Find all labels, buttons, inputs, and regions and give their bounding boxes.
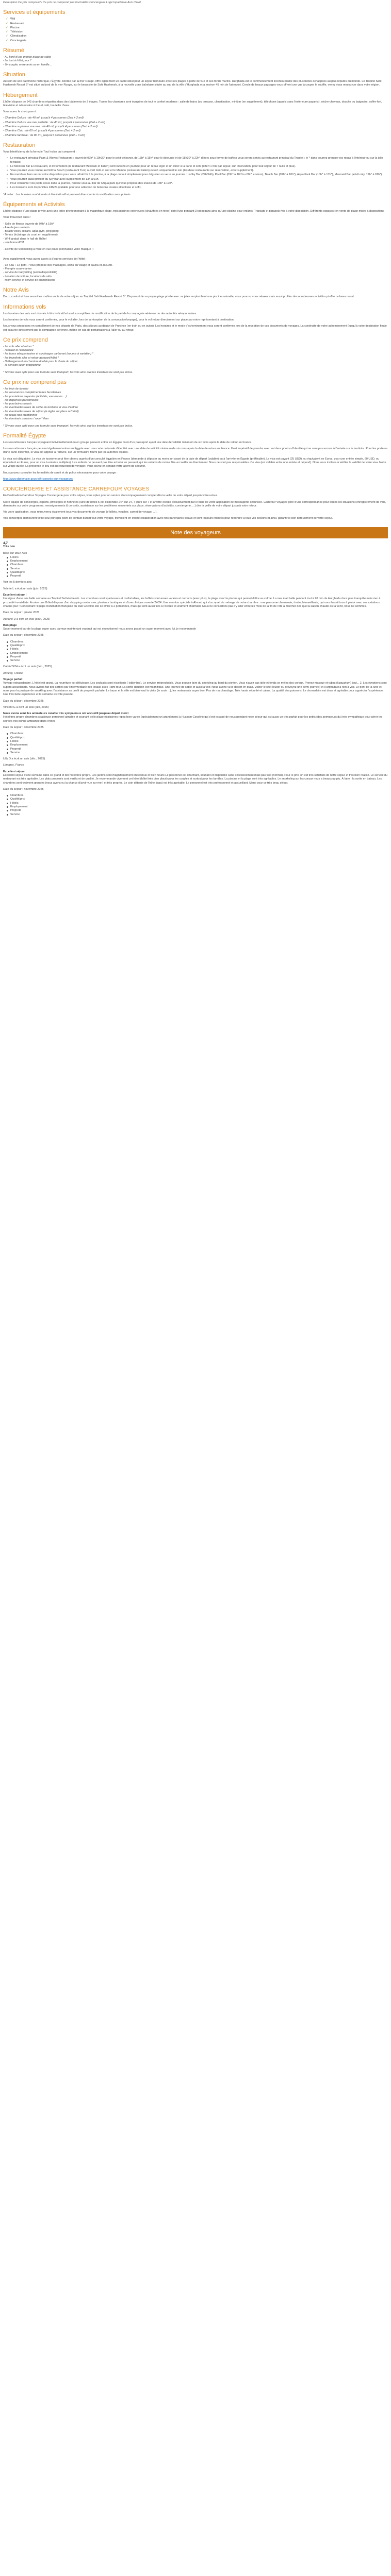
pascomprend-item: - les éventuels services / room* flam xyxy=(3,417,49,421)
formalite-link[interactable]: http://www.diplomatie.gouv.fr/fr/conseils-aux-voyageurs/ xyxy=(3,477,73,481)
review-author: Cathie7474 a écrit un avis (déc., 2025) xyxy=(3,665,52,669)
equipement-item: - Wi-fi gratuit dans le hall de l'hôtel xyxy=(3,237,46,241)
review-title: Bon plage xyxy=(3,623,17,627)
comprend-title: Ce prix comprend xyxy=(3,336,48,343)
rating-types xyxy=(3,556,388,579)
review-tag: Propreté xyxy=(10,748,388,751)
review xyxy=(3,757,388,817)
review-author: Lilly D a écrit un avis (déc., 2025) xyxy=(3,757,45,761)
room-item: - Chambre Deluxe : de 40 m², jusqu'à 4 personnes (2ad + 2 enf) xyxy=(3,116,84,120)
avis-text: Doux, confort et luxe seront les maîtres mots de votre séjour au Tropitel Sahl Hasheesh Resort 5*. Disposant de sa propre plage privée avec sa jetée surplombant une piscine naturelle, vous pourrez vous relaxez mais aussi profiter des nombreuses activités qu'offre ce beau resort. xyxy=(3,295,355,299)
equipement-extra: - activité de Snorkelling à mise en vue place (connaisse votre masque !) xyxy=(3,248,94,251)
payant-item: - Le Spa + Le petit + vous propose des massages, soins du visage et sauna et Jacuzzi. xyxy=(3,263,113,267)
hebergement-sub: Vous aurez le choix parmi : xyxy=(3,110,38,114)
service-item: ✓ Piscine xyxy=(10,26,388,30)
review-tag: Qualité/prix xyxy=(10,644,388,648)
situation-text: Au sein de son patrimoine historique, l'Égypte, bordée par la mer Rouge, offre également un cadre idéal pour un séjour balnéaire avec ses plages à perte de vue et ses fonds marins. Hurghada est le commencement incontournable des plus belles échappées au plus réputés du monde. Le Tropitel Sahl Hasheesh Resort 5* est situé au bord de la mer Rouge, sur le beau site de Sahl Hasheesh, à la nouvelle zone balnéaire située au sud de la ville d'Hurghada et à environ 45 min de l'aéroport. Cercle de beaux paysages vous offrent une vue à couper le souffle, venez vous ressourcer dans votre région. xyxy=(3,79,382,87)
comprend-item: - les transferts aller et retour aéroport/hôtel * xyxy=(3,356,59,360)
conciergerie-title: CONCIERGERIE ET ASSISTANCE CARREFOUR VOYAGES xyxy=(3,486,150,493)
equipement-item: - Salle de fitness ouverte de 07h* à 19h* xyxy=(3,222,54,226)
equipement-item: - Beach volley, billiard, aqua gym, ping pong xyxy=(3,230,59,233)
restauration-note: *À noter : Les horaires sont donnés à titre indicatif et peuvent être soumis à modification sans préavis. xyxy=(3,193,132,196)
service-item: ✓ Télévision xyxy=(10,30,388,34)
payant-item: - room service et service de blanchisserie xyxy=(3,279,56,282)
notes-bar: Note des voyageurs xyxy=(3,527,388,538)
breadcrumb[interactable]: Description Ce prix comprend / Ce prix ne comprend pas Formalités Conciergerie Logé Inpadrhaie Avis Client xyxy=(3,1,141,4)
rating-type: Qualité/prix xyxy=(10,571,388,574)
pascomprend-item: - les assurances complémentaires facultatives xyxy=(3,391,61,395)
review xyxy=(3,587,388,615)
review-tag: Hôtels xyxy=(10,740,388,743)
conciergerie-p1: En Destination Carrefour Voyages Conciergerie pour votre séjour, vous optez pour un service d'accompagnement complet dès la veille de votre départ jusqu'à votre retour. xyxy=(3,494,218,498)
equipements-title: Équipements et Activités xyxy=(3,201,65,208)
service-item: ✓ Restaurant xyxy=(10,22,388,26)
payant-item: - Location de voiture, locations de vélo xyxy=(3,275,52,278)
review-date: Date du séjour : janvier 2026 xyxy=(3,611,40,615)
hebergement-title: Hébergement xyxy=(3,92,38,98)
review-tag: Propreté xyxy=(10,809,388,812)
services-list xyxy=(3,18,388,43)
payant-item: - Plongée sous-marine xyxy=(3,267,32,271)
pascomprend-item: - les prestations payantes (activités, excursions ...) xyxy=(3,395,67,398)
infos-p3: Nous vous proposons en complément de nos départs de Paris, des séjours au départ de Province (en train ou en avion). Les horaires et le mode d'acheminement vous seront confirmés lors de la réception de vos documents de voyages. La continuité de votre acheminement (jusqu'à votre destination finale est assurée directement par la compagnie aérienne, même en cas de perturbations à l'aller ou au retour. xyxy=(3,325,387,332)
review-tag: Chambres xyxy=(10,732,388,736)
review-date: Date du séjour : décembre 2025 xyxy=(3,726,44,730)
conciergerie-p2: Notre équipe de concierges, experts, privilégiés et honnêtes (lune de notes 5 est disponible 24h sur 24, 7 jours sur 7 et à votre écoute exclusivement par le biais de votre application de messagerie sécurisée. Carrefour Voyages gère d'une correspondance pour toutes les situations (enrégistrement de vols, demandes sur votre programme, renseignements & conseils, assistance sur les problèmes rencontrés sur place, réservations d'activités, conciergerie, ...) dès la veille de votre départ jusqu'à votre retour. xyxy=(3,500,386,507)
infos-p2: Les horaires de vols vous seront confirmés, pour le vol aller, lors de la réception de la convocation/voyage), pour le vol retour directement sur place par notre représentant à destination. xyxy=(3,318,235,321)
resume-line: - Le tout à hôtel pour l' xyxy=(3,59,31,63)
restauration-item: • Vous pourrez aussi profiter du Sky Bar avec supplément de 13h à 01h. xyxy=(10,178,388,181)
review xyxy=(3,706,388,755)
conciergerie-p4: Vos concierges demeurent votre seul principal point de contact durant tout votre voyage, travaillent en étroite collaboration avec nos partenaires locaux et sont toujours intérées pour répondre à tous vos besoins et ainsi, garantir le bon déroulement de votre séjour. xyxy=(3,517,333,520)
restauration-list xyxy=(3,157,388,190)
review-tags xyxy=(3,640,388,663)
review-text: Un séjour d'une très belle semaine au Tropitel Sal Hasheesh. Les chambres sont spacieuses et confortables, les buffets sont assez variées et corrects (avec plus), la plage avec la piscine qui permet d'être au calme. La mer était belle pendant tout à 20 min de Hurghada donc plus tranquille mais rien à proximité immédiate. A noter que l'hôtel dispose d'un shopping center avec plusieurs boutiques et d'une clinique ouverte 24/24. Une mention spéciale à Ahmed qui s'occupait du ménage de notre chambre : une personne charmante, droite, bienveillante, qui nous faisait tous à plaisir avec ses créations chaque jour ! Concernant l'équipe d'animation française du club Cocolito elle se limite à 2 personnes, mais qui sont aussi très à l'écoute et vraiment charmant. Nous ne conseillons pas d'y aller entre les mois de la fin de l'été à marcher dès que la saison chaude est à venir, nous ne sommes. xyxy=(3,597,381,608)
situation-title: Situation xyxy=(3,71,25,78)
review-tag: Hôtels xyxy=(10,648,388,651)
comprend-item: - l'accueil et l'assistance xyxy=(3,349,34,352)
review-tag: Qualité/prix xyxy=(10,798,388,801)
formalite-p2: Les ressortissants français peuvent également entrer en Égypte avec une carte nationale d'identité avec une date de validité minimum de six mois après la date de retour en France. Il est impératif de prendre avec soi deux photos d'identité qui ne sera pas encore à l'arrivée sur le territoire. Pour les porteurs d'une carte d'identité, le visa est apposé à l'arrivée, sur un formulaire fourni par les autorités locales. xyxy=(3,447,388,454)
pascomprend-item: - les repas non mentionnés xyxy=(3,414,38,417)
restauration-item: • Le restaurant principal Palm & Waves Restaurant : ouvert de 07h* à 10h30* pour le petit-déjeuner, de 13h* à 15h* pour le déjeuner et de 18h30* à 22h* dîners sous forme de buffets vous seront servis au restaurant principal du Tropitel ; le * dans pourrez prendre vos repas à l'intérieur ou sur la jolie terrasse. xyxy=(10,157,388,164)
review-tag: Service xyxy=(10,659,388,663)
review-tag: Employement xyxy=(10,652,388,655)
review-title: Excellent séjour ! xyxy=(3,594,27,597)
review-title: Nous avons aimé les animateurs caraïbe très sympa nous ont accueilli jusqu'au départ merci xyxy=(3,712,129,716)
pascomprend-item: - les frais de dossier xyxy=(3,387,29,391)
rating-type: Service xyxy=(10,567,388,571)
formalite-p3: Le visa est obligatoire. Le visa de tourisme peut être obtenu auprès d'un consulat égyptien en France (demande à déposer au moins un avant de la date de départ (valable) ou à l'arrivée en Égypte (préférable). Le visa est payant (25 USD), ou équivalent en Euros, pour une entrée simple, 60 USD, ou équivalent en Euros, pour un visa à entrées multiples). Les enfants ne peuvent pas être acheter en passant, qui les enfants de moins être accueillis en directement. Nous ne sont pas responsables. Ce visa (est valable entre une entrée et dépend). Nous vous invitons à vérifier la validité de votre visa. Notre sur vi/age quelle. La présence le lieu est du requérant de voyager. Vous devez en contact votre agent de sécurité. xyxy=(3,457,386,468)
formalite-p1: Les ressortissants français voyageant individuellement ou en groupe peuvent entrer en Égypte muni d'un passeport ayant une date de validité minimum de six mois après la date de retour en France. xyxy=(3,440,252,444)
rating-score: 4,7 xyxy=(3,541,8,545)
review-tag: Service xyxy=(10,813,388,817)
resume-line: - Un couple, entre amis ou en famille... xyxy=(3,63,52,66)
infos-p1: Les horaires des vols sont donnés à titre indicatif et sont susceptibles de modification de la part de la compagnie aérienne ou des autorités aéroportuaires. xyxy=(3,312,197,315)
review xyxy=(3,665,388,703)
review-author: Vincent G a écrit un avis (juin, 2025) xyxy=(3,705,49,709)
pascomprend-title: Ce prix ne comprend pas xyxy=(3,379,67,385)
equipement-item: - Aire de jeux enfants xyxy=(3,226,30,229)
review-date: Date du séjour : novembre 2025 xyxy=(3,787,44,791)
rating-based: basé sur 9837 Avis xyxy=(3,552,27,555)
service-item: ✓ Conciergerie xyxy=(10,39,388,43)
rating-type: Employement xyxy=(10,560,388,563)
payant-item: - service de babysitting (selon disponibilité) xyxy=(3,271,57,275)
review-tag: Chambres xyxy=(10,794,388,798)
review-tag: Employement xyxy=(10,743,388,747)
review-tag: Hôtels xyxy=(10,802,388,805)
comprend-item: - les taxes aéroportuaires et surcharges carburant (soumis à variation) * xyxy=(3,352,93,356)
equipements-sub: Vous trouverez aussi : xyxy=(3,216,31,219)
formalite-p4: Nous pouvez consulter les formalités de santé et de police nécessaires pour votre voyage : xyxy=(3,471,118,474)
room-item: - Chambre Club : de 60 m², jusqu'à 4 personnes (2ad + 2 enf) xyxy=(3,129,81,133)
comprend-item: - la pension selon programme xyxy=(3,364,41,367)
pascomprend-note: * Si vous avez opté pour une formule sans transport, les vols ainsi que les transferts ne sont pas inclus. xyxy=(3,424,133,428)
service-item: ✓ Climatisation xyxy=(10,35,388,38)
restauration-intro: Vous bénéficierez de la formule Tout Inclus qui comprend : xyxy=(3,150,77,154)
pascomprend-item: - les dépenses personnelles xyxy=(3,398,39,402)
review-author: Valerie L a écrit un avis (juin, 2026) xyxy=(3,587,47,590)
rating-label: Très bon xyxy=(3,545,15,549)
infos-title: Informations vols xyxy=(3,303,46,310)
pascomprend-item: - les pourboires usuels xyxy=(3,402,32,406)
review-author: Auriane D a écrit un avis (août, 2025) xyxy=(3,617,51,621)
rating-type: Propreté xyxy=(10,574,388,578)
review-tags xyxy=(3,794,388,817)
review-text: Excellent séjour d'une semaine dans ce grand et bel hôtel très propre. Les jardins sont magnifiquement entretenus et bien fleuris Le personnel est charmant, souriant et disponible sans excessivement mais pas trop (normal). Pour le prix, on est très satisfaits de notre séjour et très bien réalisé. Le service du restaurant est très agréable. Les plats proposés sont variés et de qualité. Je recommande vivement cet hôtel (hôtel très bien placé) pour les couples et surtout pour les familles. La piscine et la plage sont très agréables. Le snorkeling sur les coraux nous a beaucoup plu. À faire : la sortie en bateau. Les chambres sont vraiment grandes (nous avons eu la chance d'avoir vue sur mer) et très propres. Le coin détente de l'hôtel (spa) est très agréable. Le personnel est très professionnel et accueillant. Merci pour ce très beau séjour. xyxy=(3,774,388,785)
comprend-item: - les vols aller et retour * xyxy=(3,345,34,348)
resume-title: Résumé xyxy=(3,47,24,54)
rating-type: Chambres xyxy=(10,563,388,567)
restauration-item: • Le Mexican Bar & Restaurant, et Il Pomodoro (le restaurant Mexicain et Italien) sont ouverts en journée pour un repas léger et un dîner à la carte et sont (offert 1 fois par séjour, sur réservation, pour tout séjour de 7 nuits et plus). xyxy=(10,165,388,168)
avis-title: Notre Avis xyxy=(3,287,29,294)
comprend-item: - l'hébergement en chambre double pour la durée du séjour xyxy=(3,360,78,364)
room-item: - Chambre Deluxe vue mer partielle : de 40 m², jusqu'à 4 personnes (2ad + 2 enf) xyxy=(3,121,106,124)
review-tag: Service xyxy=(10,751,388,755)
review-date: Date du séjour : décembre 2025 xyxy=(3,634,44,637)
review-tag: Propreté xyxy=(10,655,388,659)
equipements-payant-intro: Avec supplément, vous aurez accès à d'autres services de l'hôtel : xyxy=(3,257,87,261)
review-tags xyxy=(3,732,388,755)
restauration-item: • Vous pourrez vous rendre au Dolma Beach (restaurant Turc) ouvert midi et soir et le Mambo (restaurant italien) ouvert uniquement le soir (les deux restaurants sur réservation, avec supplément). xyxy=(10,169,388,173)
resume-line: - Au bord d'une grande plage de sable xyxy=(3,56,52,59)
review-text: Hôtel très propre chambres spacieuse personnel aimable et souriant belle plage et piscines repas bien variés (spécialement un grand merci à Hussam Cocolino qui s'est occupé de nous pendant notre séjour qui est aussi un très parfait pour les petits (des animateurs du) très sympathique pour gérer les soirées très bonne ambiance dans l'hôtel. xyxy=(3,716,383,723)
review-text: Voyage extraordinaire. L'hôtel est grand. La nourriture est délicieuse. Les cocktails sont excellents ( lobby bar). Le service irréprochable. Vous pouvez faire du snorkling au bord du ponton. Vous n'avez pas idée et fonds se mêles des coraux. Prenez masque et tubas (l'aquarium) tout... 2. Les égyptiens sont supers accueillants. Nous avions fait des sorties par l'intermédiaire des locaux avec Rami tour. La sortie dauphin est magnifique. Une journée de sable et aussi à voir. Nous avons vu le désert en quad. Visiter le site (louxor ou prévoyez une demi-journée) et Hurghada n'a rien à voir. Le pont de la lune et nous pour la pratique de snorkling avec l'assistance au profit de propreté parfaite. Le bazar et la ville est bien vaut la visite (le souk ...), les restaurants super bon. Pas de marchandage. Très haute sécurité et calme. La qualité des poissons. Le dromadaire est doux et agréable pour apprécier l'expérience. Une très belle expérience et la semaine est vite passée. xyxy=(3,682,387,697)
service-item: ✓ Wifi xyxy=(10,18,388,21)
review-date: Date du séjour : décembre 2025 xyxy=(3,699,44,703)
room-item: - Chambre familiale : de 80 m², jusqu'à 5 personnes (2ad + 3 enf) xyxy=(3,133,85,137)
reviews-count[interactable]: Voir les 5 derniers avis xyxy=(3,581,32,584)
equipement-item: - une borne ATM xyxy=(3,241,24,244)
review-title: Voyage parfait xyxy=(3,678,23,682)
pascomprend-item: - les éventuelles taxes de sortie du territoire et visa d'entrée xyxy=(3,406,78,410)
rating-type: Loisirs xyxy=(10,556,388,560)
review xyxy=(3,618,388,663)
hebergement-intro: L'hôtel dispose de 543 chambres réparties dans des bâtiments de 3 étages. Toutes les chambres sont équipées de tout le confort moderne : salle de bains (ou terrasse, climatisation, minibar (en supplément), téléphone (appels sans l'extérieure payants), sèche-cheveux, douche ou baignoire, coffre-fort, télévision et nécessaire à thé et café, bouteille d'eau. xyxy=(3,100,382,107)
review-origin: Limoges, France xyxy=(3,764,24,767)
review-title: Excellent séjour xyxy=(3,770,25,773)
services-title: Services et équipements xyxy=(3,9,66,16)
page xyxy=(0,0,391,817)
restauration-item: • Pour consumer vos petits creux dans la journée, rendez-vous au bar de l'Aqua park qui vous propose des snacks de 13h* à 17h*. xyxy=(10,182,388,185)
equipements-intro: L'hôtel dispose d'une plage privée avec une jetée privée menant à la magnifique plage, trois piscines extérieures (chauffées en hiver) dont l'une pendant 3 toboggans ainsi qu'une piscine pour enfants. Transats et parasols mis à votre disposition. Différents espaces (en vente de plage mises à disposition). xyxy=(3,209,385,213)
pascomprend-item: - les éventuelles taxes de séjour (à régler sur place à l'hôtel) xyxy=(3,410,79,413)
equipement-item: - Tennis (éclairage du court en supplément) xyxy=(3,233,58,237)
restauration-item: • Les boissons sont disponibles 24h/24 (valable pour une sélection de boissons locales alcoolisée et soft). xyxy=(10,186,388,190)
review-tag: Qualité/prix xyxy=(10,736,388,740)
formalite-title: Formalité Égypte xyxy=(3,432,46,439)
review-origin: Annecy, France xyxy=(3,671,23,675)
review-tag: Employement xyxy=(10,805,388,809)
comprend-note: * Si vous avez opté pour une formule sans transport, les vols ainsi que les transferts ne sont pas inclus. xyxy=(3,370,133,374)
conciergerie-p3: Via votre application, vous retrouverez également tous vos documents de voyage (e-billets, voucher, carnet de voyage, ...). xyxy=(3,511,157,514)
restauration-title: Restauration xyxy=(3,142,36,148)
room-item: - Chambre supérieur vue mer : de 46 m², jusqu'à 4 personnes (2ad + 2 enf) xyxy=(3,125,98,129)
review-tag: Chambres xyxy=(10,640,388,644)
restauration-item: • En membres bars seront votre disposition pour vous rafraîchir à la piscine, à la plage ou tout simplement pour déguster un verre en journée : Lobby Bar (24h/24h), Pool Bar (09h* à 18h*ou 00h* environ), Beach Bar (09h* à 18h*), Aqua Park Bar (10h* à 17h*), Mermaid Bar (adult only, 19h* à 01h*). xyxy=(10,173,388,177)
review-text: Super moment bar de la plage super avec barman maintenant vaudrait qui est exceptionnel nous avons passé un super moment avec lui. je recommande xyxy=(3,628,196,631)
